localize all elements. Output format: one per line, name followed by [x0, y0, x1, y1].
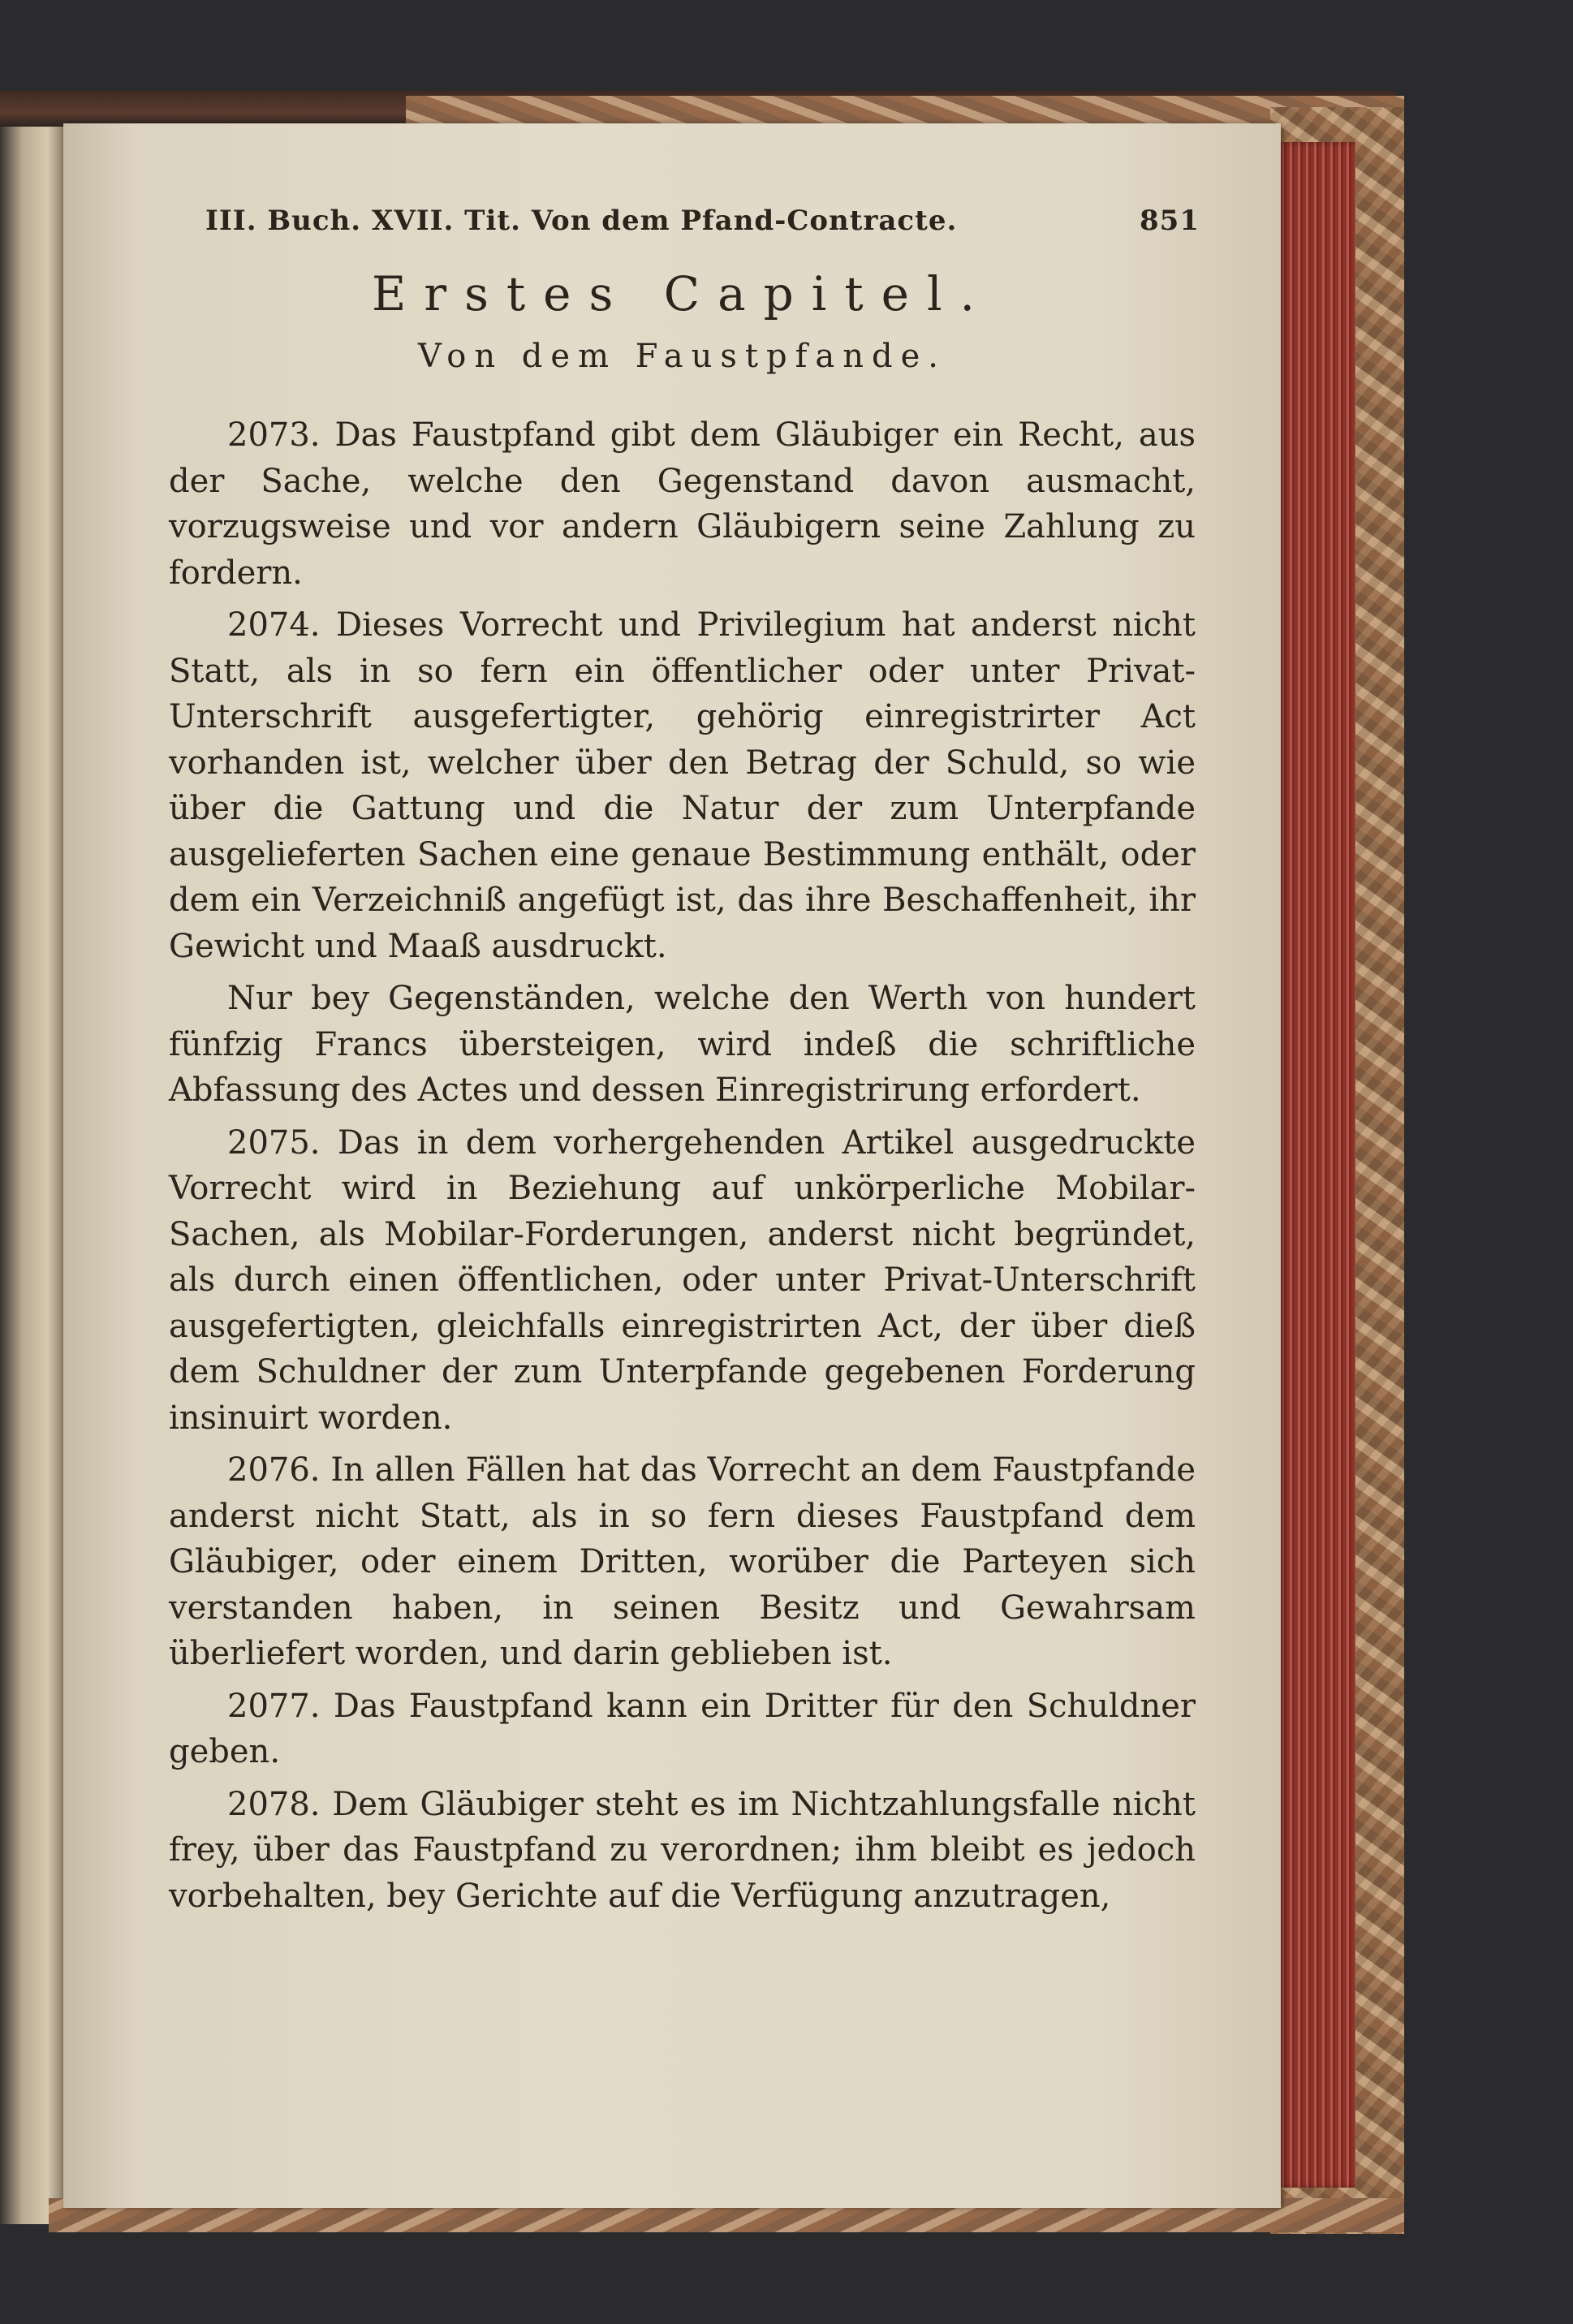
paragraph-2075: 2075. Das in dem vorhergehenden Artikel ausgedruckte Vorrecht wird in Beziehung auf unkörperliche Mobilar-Sachen, als Mobilar-Forderungen, anderst nicht begründet, als durch einen öffentlichen, oder unter Privat-Unterschrift ausgefertigten, gleichfalls einregistrirten Act, der über dieß dem Schuldner der zum Unterpfande gegebenen Forderung insinuirt worden.: [169, 1123, 1196, 1437]
paragraph-2073: 2073. Das Faustpfand gibt dem Gläubiger ein Recht, aus der Sache, welche den Gegenstand davon ausmacht, vorzugsweise und vor andern Gläubigern seine Zahlung zu fordern.: [169, 416, 1196, 592]
book-page: [63, 123, 1281, 2208]
paragraph-2074: 2074. Dieses Vorrecht und Privilegium hat anderst nicht Statt, als in so fern ein öffentlicher oder unter Privat-Unterschrift ausgefertigter, gehörig einregistrirter Act vorhanden ist, welcher über den Betrag der Schuld, so wie über die Gattung und die Natur der zum Unterpfande ausgelieferten Sachen eine genaue Bestimmung enthält, oder dem ein Verzeichniß angefügt ist, das ihre Beschaffenheit, ihr Gewicht und Maaß ausdruckt.: [169, 606, 1196, 965]
paragraph-2077: 2077. Das Faustpfand kann ein Dritter für den Schuldner geben.: [169, 1687, 1196, 1770]
paragraph-2074-addendum: Nur bey Gegenständen, welche den Werth von hundert fünfzig Francs übersteigen, wird indeß die schriftliche Abfassung des Actes und dessen Einregistrirung erfordert.: [169, 980, 1196, 1109]
section-title: Von dem Faustpfande.: [418, 338, 946, 375]
red-page-edges: [1278, 142, 1355, 2188]
paragraph-2076: 2076. In allen Fällen hat das Vorrecht an dem Faustpfande anderst nicht Statt, als in so fern dieses Faustpfand dem Gläubiger, oder einem Dritten, worüber die Parteyen sich verstanden haben, in seinen Besitz und Gewahrsam überliefert worden, und darin geblieben ist.: [169, 1451, 1196, 1672]
chapter-title: Erstes Capitel.: [372, 266, 993, 321]
running-head: [205, 205, 1200, 253]
page-number: 851: [1140, 205, 1200, 237]
facing-page-edge: [0, 114, 63, 2224]
page-text: [169, 205, 1200, 1925]
paragraph-2078: 2078. Dem Gläubiger steht es im Nichtzahlungsfalle nicht frey, über das Faustpfand zu verordnen; ihm bleibt es jedoch vorbehalten, bey Gerichte auf die Verfügung anzutragen,: [169, 1785, 1196, 1915]
running-head-title: III. Buch. XVII. Tit. Von dem Pfand-Contracte.: [205, 205, 958, 237]
